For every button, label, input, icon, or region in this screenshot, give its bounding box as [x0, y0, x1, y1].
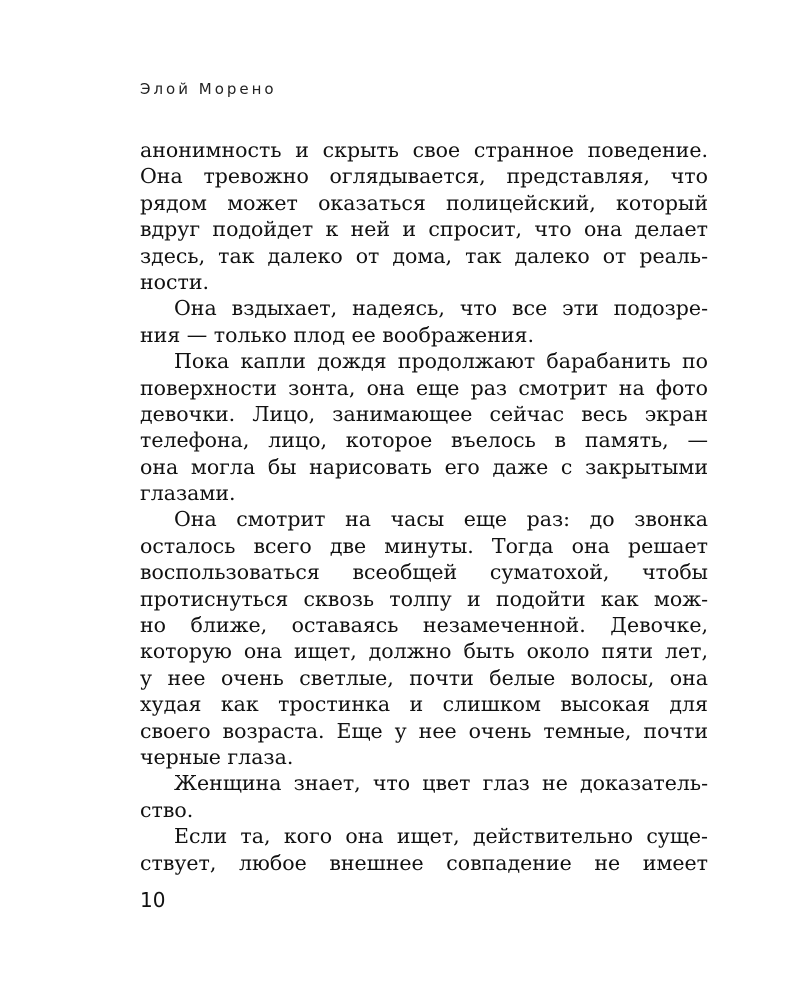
text-line: поверхности зонта, она еще раз смотрит на фото: [140, 375, 708, 400]
text-line: Она вздыхает, надеясь, что все эти подозре-: [174, 296, 708, 321]
text-line: ствует, любое внешнее совпадение не имеет: [140, 850, 708, 875]
text-line: Она смотрит на часы еще раз: до звонка: [174, 507, 708, 532]
text-line: но ближе, оставаясь незамеченной. Девочке,: [140, 613, 708, 638]
text-line: она могла бы нарисовать его даже с закрытыми: [140, 454, 708, 479]
text-line: анонимность и скрыть свое странное поведение.: [140, 138, 708, 162]
text-line: вдруг подойдет к ней и спросит, что она делает: [140, 217, 708, 242]
text-line: ство.: [140, 797, 194, 822]
page-number: 10: [140, 888, 166, 912]
text-line: ности.: [140, 269, 210, 294]
text-line: воспользоваться всеобщей суматохой, чтобы: [140, 560, 708, 585]
text-line: телефона, лицо, которое въелось в память, —: [140, 428, 708, 453]
text-line: рядом может оказаться полицейский, который: [140, 190, 708, 215]
text-line: девочки. Лицо, занимающее сейчас весь экран: [140, 401, 708, 426]
text-line: здесь, так далеко от дома, так далеко от реаль-: [140, 243, 708, 268]
running-head-author: Элой Морено: [140, 80, 277, 98]
body-text: [140, 137, 708, 876]
text-line: которую она ищет, должно быть около пяти лет,: [140, 639, 708, 664]
text-line: Пока капли дождя продолжают барабанить по: [174, 349, 708, 374]
text-line: своего возраста. Еще у нее очень темные, почти: [140, 718, 708, 743]
text-line: у нее очень светлые, почти белые волосы, она: [140, 665, 708, 690]
text-line: осталось всего две минуты. Тогда она решает: [140, 533, 708, 558]
text-line: Она тревожно оглядывается, представляя, что: [140, 164, 708, 189]
text-line: Если та, кого она ищет, действительно суще-: [174, 824, 708, 849]
text-line: худая как тростинка и слишком высокая для: [140, 692, 708, 717]
text-line: Женщина знает, что цвет глаз не доказатель-: [174, 771, 708, 796]
text-line: протиснуться сквозь толпу и подойти как мож-: [140, 586, 708, 611]
text-line: глазами.: [140, 481, 236, 506]
text-line: черные глаза.: [140, 744, 294, 769]
text-line: ния — только плод ее воображения.: [140, 322, 534, 347]
